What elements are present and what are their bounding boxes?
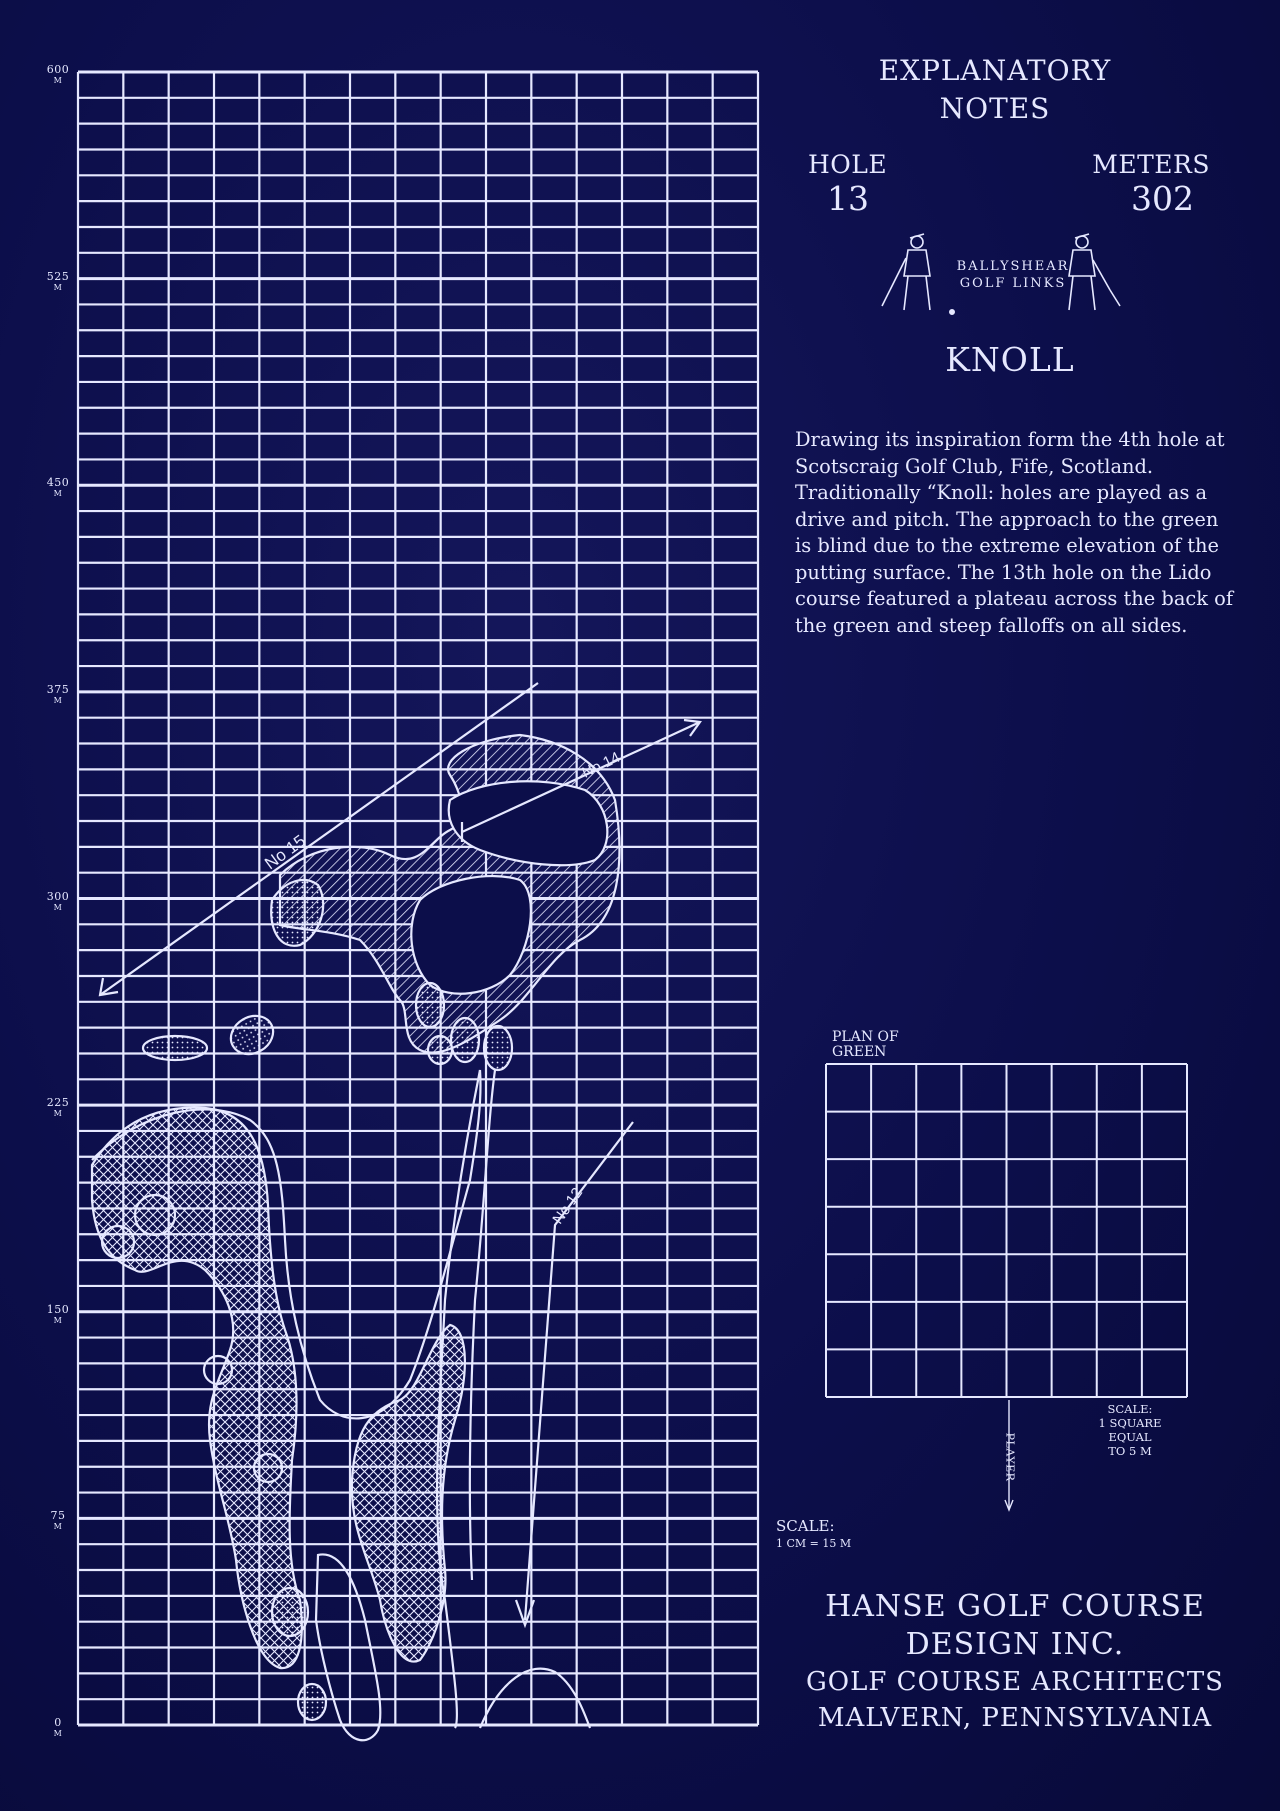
hole-14-label: No 14 — [579, 748, 623, 782]
title-line-2: NOTES — [939, 92, 1051, 125]
meters-value: 302 — [1131, 179, 1194, 218]
y-axis-tick-value: 375 — [46, 682, 70, 696]
bunker — [143, 1036, 207, 1060]
hole-number-block — [808, 150, 958, 218]
explanatory-notes-title — [840, 52, 1150, 128]
green-scale-line-3: EQUAL — [1108, 1430, 1152, 1444]
brand-line-1: BALLYSHEAR — [956, 259, 1070, 274]
course-scale-value: 1 CM = 15 M — [776, 1537, 852, 1550]
front-bunker — [271, 880, 323, 946]
y-axis-tick-label — [33, 891, 83, 913]
y-axis-tick-unit: M — [53, 489, 63, 499]
y-axis-tick-value: 300 — [46, 889, 70, 903]
firm-line-1: HANSE GOLF COURSE — [825, 1589, 1205, 1624]
firm-line-4: MALVERN, PENNSYLVANIA — [817, 1703, 1213, 1733]
green-scale-line-4: TO 5 M — [1108, 1444, 1152, 1458]
firm-credit — [780, 1588, 1250, 1736]
y-axis-tick-label — [33, 64, 83, 86]
bunker — [451, 1018, 479, 1062]
y-axis-tick-unit: M — [53, 695, 63, 705]
bunker — [428, 1036, 452, 1064]
meters-block — [1060, 150, 1210, 218]
fairway-centerline-2 — [470, 1070, 495, 1580]
y-axis-tick-value: 525 — [46, 269, 70, 283]
y-axis-tick-label — [33, 1510, 83, 1532]
meters-label: METERS — [1092, 150, 1210, 179]
y-axis-tick-label — [33, 1304, 83, 1326]
hole-15-label: No 15 — [261, 831, 310, 874]
course-scale-note — [776, 1518, 851, 1552]
y-axis-tick-unit: M — [53, 1109, 63, 1119]
player-direction-label: PLAYER — [1003, 1432, 1017, 1482]
y-axis-tick-unit: M — [53, 1522, 63, 1532]
y-axis-tick-value: 225 — [46, 1096, 70, 1110]
hole-description: Drawing its inspiration form the 4th hole at Scotscraig Golf Club, Fife, Scotland. Traditionally “Knoll: holes are played as a drive and pitch. The approach to the green is blind due to the extreme elevation of the putting surface. The 13th hole on the Lido course featured a plateau across the back of the green and steep falloffs on all sides. — [795, 428, 1234, 637]
y-axis-tick-unit: M — [53, 76, 63, 85]
bunker — [416, 983, 444, 1027]
y-axis-tick-unit: M — [53, 282, 63, 292]
y-axis-tick-unit: M — [53, 1315, 63, 1325]
player-direction — [1000, 1404, 1020, 1510]
y-axis-tick-unit: M — [53, 902, 63, 912]
green-scale-note — [1080, 1402, 1180, 1458]
brand-line-2: GOLF LINKS — [959, 276, 1067, 291]
course-scale-label: SCALE: — [776, 1517, 835, 1535]
y-axis-tick-label — [33, 684, 83, 706]
green-scale-line-1: SCALE: — [1107, 1402, 1153, 1416]
plan-of-green-grid — [826, 1064, 1187, 1397]
fairway-hazards — [92, 1008, 590, 1740]
plan-label-line-1: PLAN OF — [832, 1029, 899, 1045]
hole-label: HOLE — [808, 150, 888, 179]
y-axis-tick-unit: M — [53, 1729, 63, 1738]
plan-label-line-2: GREEN — [832, 1044, 887, 1060]
hole-12-label: No 12 — [549, 1184, 587, 1228]
y-axis-tick-label — [33, 477, 83, 499]
y-axis-tick-label — [33, 1717, 83, 1739]
hole-value: 13 — [827, 179, 869, 218]
hole-name: KNOLL — [945, 340, 1075, 379]
y-axis-tick-value: 450 — [46, 476, 70, 490]
y-axis-tick-value: 75 — [50, 1509, 66, 1523]
plan-of-green-label — [832, 1030, 932, 1060]
y-axis-tick-value: 150 — [46, 1302, 70, 1316]
y-axis-tick-label — [33, 271, 83, 293]
bunker — [272, 1588, 308, 1636]
firm-line-3: GOLF COURSE ARCHITECTS — [806, 1667, 1224, 1697]
bunker — [298, 1684, 326, 1720]
green-complex — [271, 735, 619, 1070]
y-axis-tick-label — [33, 1097, 83, 1119]
y-axis-tick-value: 600 — [46, 63, 70, 76]
firm-line-2: DESIGN INC. — [905, 1627, 1125, 1662]
bunker — [484, 1026, 512, 1070]
y-axis-tick-value: 0 — [54, 1716, 62, 1729]
green-scale-line-2: 1 SQUARE — [1098, 1416, 1162, 1430]
ballyshear-brand — [948, 258, 1078, 292]
title-line-1: EXPLANATORY — [878, 54, 1112, 87]
